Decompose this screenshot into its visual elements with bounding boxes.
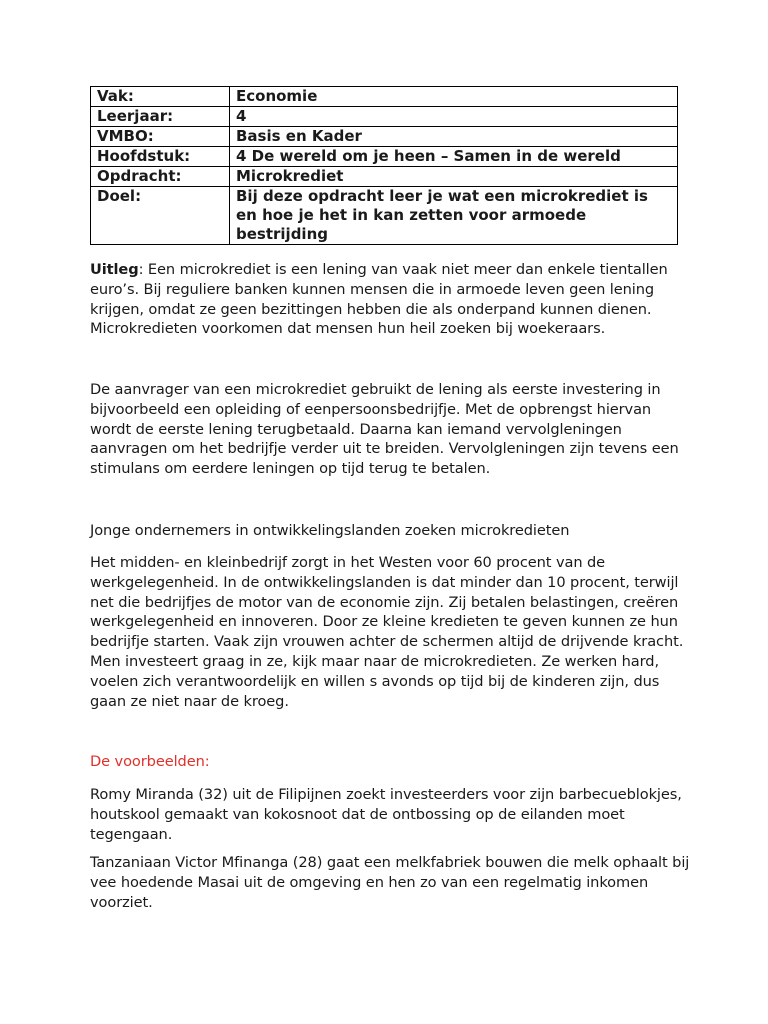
row-key: VMBO: bbox=[91, 127, 230, 147]
table-row bbox=[91, 147, 678, 167]
example-victor-paragraph: Tanzaniaan Victor Mfinanga (28) gaat een melkfabriek bouwen die melk ophaalt bij vee hoedende Masai uit de omgeving en hen zo van een regelmatig inkomen voorziet. bbox=[90, 854, 690, 911]
uitleg-label: Uitleg bbox=[90, 261, 139, 278]
row-key: Leerjaar: bbox=[91, 107, 230, 127]
row-value: 4 De wereld om je heen – Samen in de wereld bbox=[230, 147, 678, 167]
assignment-info-table bbox=[90, 86, 678, 245]
row-key: Opdracht: bbox=[91, 167, 230, 187]
example-romy-paragraph: Romy Miranda (32) uit de Filipijnen zoekt investeerders voor zijn barbecueblokjes, houtskool gemaakt van kokosnoot dat de ontbossing op de eilanden moet tegengaan. bbox=[90, 786, 682, 843]
row-value: Economie bbox=[230, 87, 678, 107]
jonge-ondernemers-heading: Jonge ondernemers in ontwikkelingslanden zoeken microkredieten bbox=[90, 522, 570, 539]
table-row bbox=[91, 127, 678, 147]
table-row bbox=[91, 187, 678, 245]
uitleg-paragraph bbox=[90, 260, 690, 339]
row-value: Bij deze opdracht leer je wat een microkrediet is en hoe je het in kan zetten voor armoede bestrijding bbox=[230, 187, 678, 245]
row-key: Hoofdstuk: bbox=[91, 147, 230, 167]
mkb-paragraph: Het midden- en kleinbedrijf zorgt in het Westen voor 60 procent van de werkgelegenheid. In de ontwikkelingslanden is dat minder dan 10 procent, terwijl net die bedrijfjes de motor van de economie zijn. Zij betalen belastingen, creëren werkgelegenheid en innoveren. Door ze kleine kredieten te geven kunnen ze hun bedrijfje starten. Vaak zijn vrouwen achter de schermen altijd de drijvende kracht. Men investeert graag in ze, kijk maar naar de microkredieten. Ze werken hard, voelen zich verantwoordelijk en willen s avonds op tijd bij de kinderen zijn, dus gaan ze niet naar de kroeg. bbox=[90, 554, 684, 710]
row-key: Doel: bbox=[91, 187, 230, 245]
row-key: Vak: bbox=[91, 87, 230, 107]
row-value: 4 bbox=[230, 107, 678, 127]
row-value: Microkrediet bbox=[230, 167, 678, 187]
uitleg-text: : Een microkrediet is een lening van vaak niet meer dan enkele tientallen euro’s. Bij reguliere banken kunnen mensen die in armoede leven geen lening krijgen, omdat ze geen bezittingen hebben die als onderpand kunnen dienen. Microkredieten voorkomen dat mensen hun heil zoeken bij woekeraars. bbox=[90, 261, 668, 338]
table-row bbox=[91, 107, 678, 127]
aanvrager-paragraph: De aanvrager van een microkrediet gebruikt de lening als eerste investering in bijvoorbeeld een opleiding of eenpersoonsbedrijfje. Met de opbrengst hiervan wordt de eerste lening terugbetaald. Daarna kan iemand vervolgleningen aanvragen om het bedrijfje verder uit te breiden. Vervolgleningen zijn tevens een stimulans om eerdere leningen op tijd terug te betalen. bbox=[90, 381, 679, 478]
table-row bbox=[91, 167, 678, 187]
voorbeelden-heading: De voorbeelden: bbox=[90, 753, 210, 770]
table-row bbox=[91, 87, 678, 107]
row-value: Basis en Kader bbox=[230, 127, 678, 147]
